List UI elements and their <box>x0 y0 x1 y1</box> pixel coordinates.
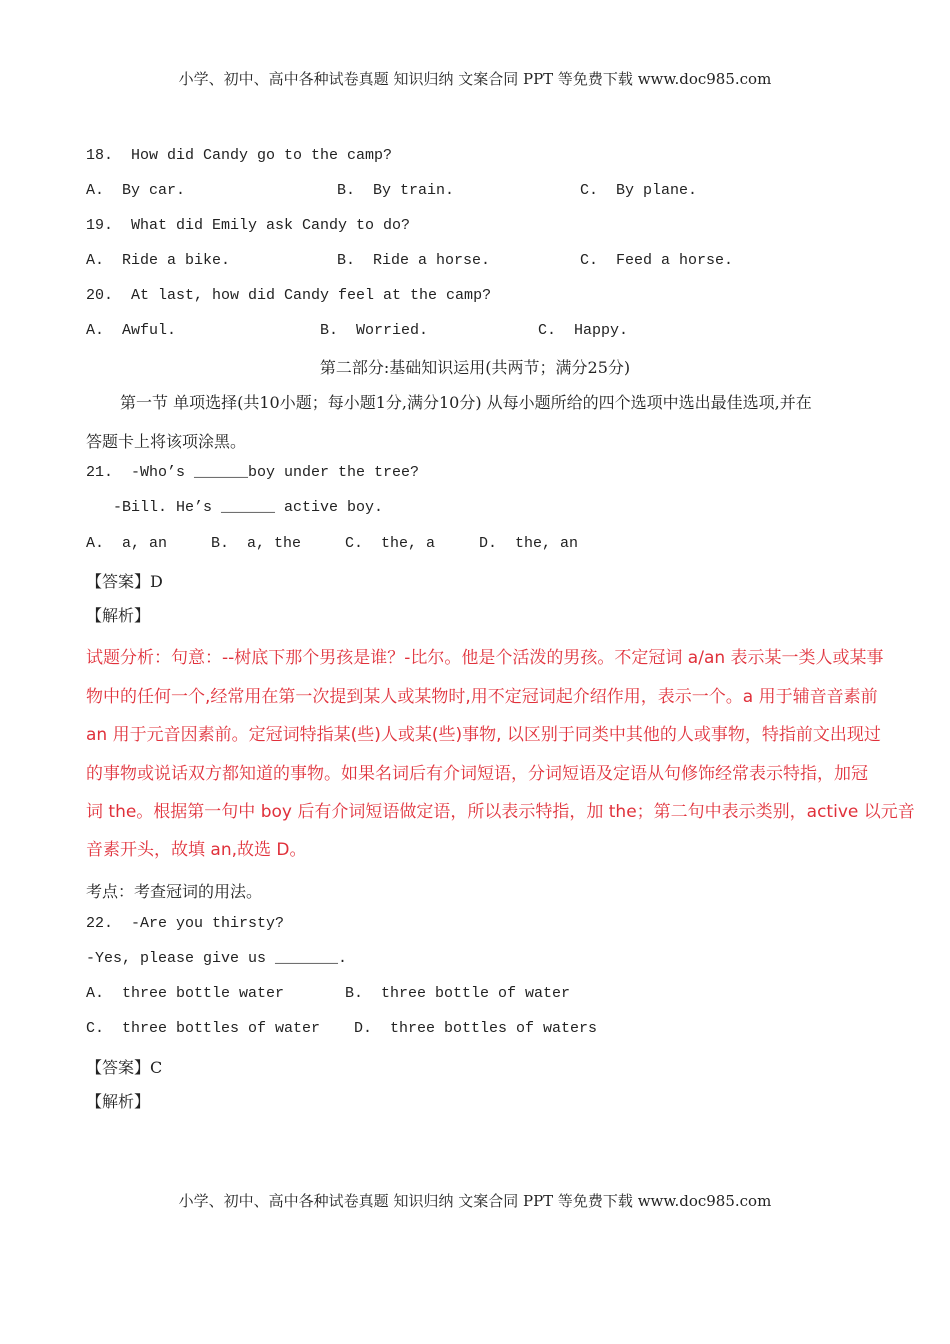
question-22-stem: 22. -Are you thirsty? <box>86 915 285 932</box>
page-footer: 小学、初中、高中各种试卷真题 知识归纳 文案合同 PPT 等免费下载 www.doc985.com <box>178 1192 772 1210</box>
q21-option-d: D. the, an <box>479 535 579 552</box>
question-18-stem: 18. How did Candy go to the camp? <box>86 147 393 164</box>
q21-analysis-line: 试题分析：句意：--树底下那个男孩是谁？-比尔。他是个活泼的男孩。不定冠词 a/an 表示某一类人或某事 <box>86 648 884 668</box>
q19-option-b: B. Ride a horse. <box>337 252 491 269</box>
q19-option-a: A. Ride a bike. <box>86 252 231 269</box>
q22-answer: 【答案】C <box>86 1058 163 1077</box>
question-21-stem: 21. -Who’s ______boy under the tree? <box>86 464 420 481</box>
q22-option-b: B. three bottle of water <box>345 985 571 1002</box>
q21-answer: 【答案】D <box>86 572 163 591</box>
question-22-reply: -Yes, please give us _______. <box>86 950 348 967</box>
q18-option-a: A. By car. <box>86 182 186 199</box>
q22-analysis-label: 【解析】 <box>86 1092 151 1111</box>
q20-option-c: C. Happy. <box>538 322 629 339</box>
q21-option-b: B. a, the <box>211 535 302 552</box>
question-21-reply: -Bill. He’s ______ active boy. <box>86 499 384 516</box>
q18-option-c: C. By plane. <box>580 182 698 199</box>
q22-option-a: A. three bottle water <box>86 985 285 1002</box>
q20-option-b: B. Worried. <box>320 322 429 339</box>
section-one-instructions-cont: 答题卡上将该项涂黑。 <box>86 432 247 451</box>
q18-option-b: B. By train. <box>337 182 455 199</box>
q22-option-d: D. three bottles of waters <box>354 1020 598 1037</box>
q21-analysis-line: 物中的任何一个,经常用在第一次提到某人或某物时,用不定冠词起介绍作用，表示一个。a 用于辅音音素前 <box>86 687 878 707</box>
q22-option-c: C. three bottles of water <box>86 1020 321 1037</box>
part-two-title: 第二部分:基础知识运用(共两节；满分25分) <box>319 358 631 377</box>
q21-analysis-line: an 用于元音因素前。定冠词特指某(些)人或某(些)事物, 以区别于同类中其他的人或事物，特指前文出现过 <box>86 725 881 745</box>
q21-analysis-line: 的事物或说话双方都知道的事物。如果名词后有介词短语，分词短语及定语从句修饰经常表示特指，加冠 <box>86 764 868 784</box>
q21-analysis-line: 词 the。根据第一句中 boy 后有介词短语做定语，所以表示特指，加 the；第二句中表示类别，active 以元音 <box>86 802 915 822</box>
q19-option-c: C. Feed a horse. <box>580 252 734 269</box>
q21-analysis-label: 【解析】 <box>86 606 151 625</box>
question-20-stem: 20. At last, how did Candy feel at the camp? <box>86 287 492 304</box>
q21-analysis-line: 音素开头，故填 an,故选 D。 <box>86 840 307 860</box>
q21-kaodian: 考点：考查冠词的用法。 <box>86 882 263 901</box>
page-header: 小学、初中、高中各种试卷真题 知识归纳 文案合同 PPT 等免费下载 www.doc985.com <box>178 70 772 88</box>
q21-option-c: C. the, a <box>345 535 436 552</box>
q20-option-a: A. Awful. <box>86 322 177 339</box>
question-19-stem: 19. What did Emily ask Candy to do? <box>86 217 411 234</box>
section-one-instructions: 第一节 单项选择(共10小题；每小题1分,满分10分) 从每小题所给的四个选项中选出最佳选项,并在 <box>120 393 812 412</box>
q21-option-a: A. a, an <box>86 535 168 552</box>
